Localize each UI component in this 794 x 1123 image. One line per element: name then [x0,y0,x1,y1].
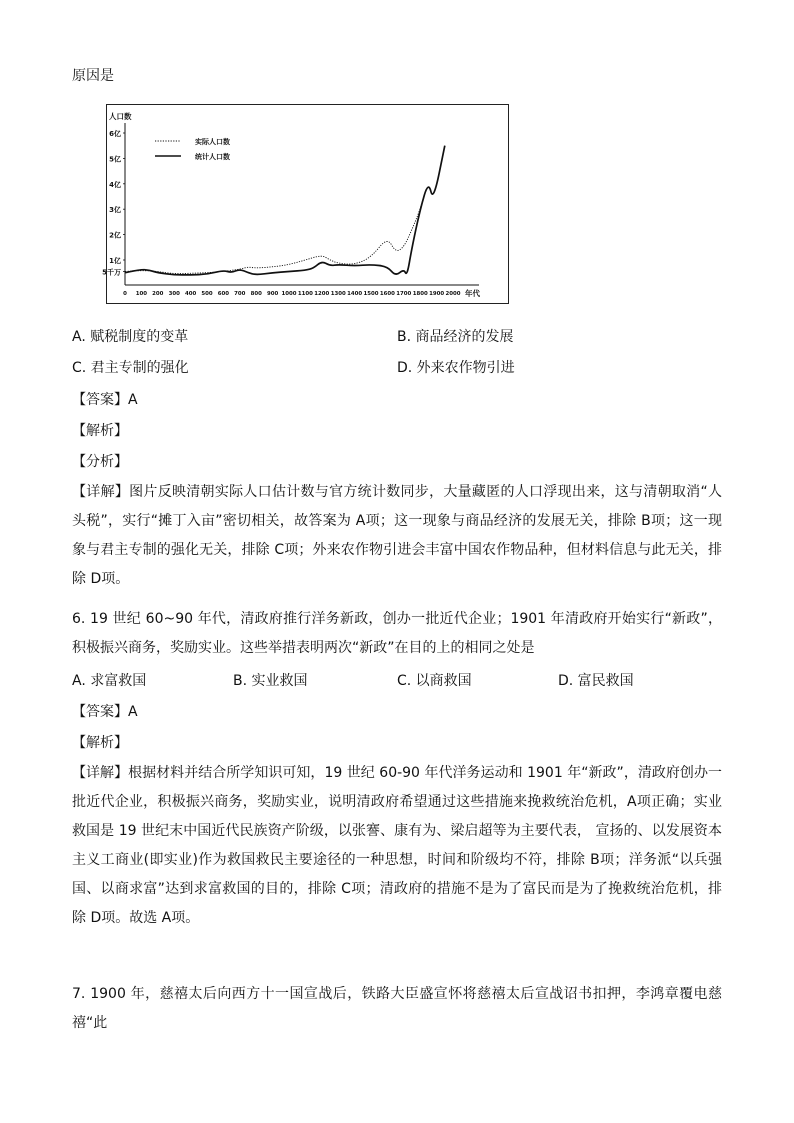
q6-stem: 6. 19 世纪 60~90 年代，清政府推行洋务新政，创办一批近代企业；1901 年清政府开始实行“新政”，积极振兴商务，奖励实业。这些举措表明两次“新政”在目的上的相同之处是 [72,611,722,656]
x-tick-label: 400 [184,291,197,297]
y-tick-label: 1亿 [109,257,121,265]
x-tick-label: 0 [123,291,127,297]
x-tick-label: 600 [217,291,230,297]
q5-answer: 【答案】A [72,392,138,408]
x-tick-label: 900 [266,291,279,297]
q6-answer: 【答案】A [72,704,138,720]
q5-fenxi-label: 【分析】 [72,454,128,470]
q6-option-a: A. 求富救国 [72,673,147,689]
q6-detail: 【详解】根据材料并结合所学知识可知，19 世纪 60-90 年代洋务运动和 1901 年“新政”，清政府创办一批近代企业，积极振兴商务，奖励实业，说明清政府希望通过这些措施来挽救统治危机，A项正确；实业救国是 19 世纪末中国近代民族资产阶级，以张謇、康有为、梁启超等为主要代表， 宣扬的、以发展资本主义工商业(即实业)作为救国救民主要途径的一种思想，时间和阶级均不符，排除 B项；洋务派“以兵强国、以商求富”达到求富救国的目的，排除 C项；清政府的措施不是为了富民而是为了挽救统治危机，排除 D项。故选 A项。 [72,765,722,926]
x-tick-label: 1700 [396,291,412,297]
x-tick-label: 1900 [429,291,445,297]
x-tick-label: 1400 [347,291,363,297]
q6-option-c: C. 以商救国 [397,673,472,689]
q6-option-b: B. 实业救国 [233,673,308,689]
series-line-estimated [125,146,445,274]
y-tick-label: 5千万 [102,268,121,277]
legend-label: 统计人口数 [195,153,230,161]
q6-option-d: D. 富民救国 [558,673,634,689]
x-tick-label: 500 [201,291,213,297]
x-tick-label: 1100 [297,291,313,297]
x-tick-label: 800 [250,291,262,297]
y-tick-label: 2亿 [109,231,121,240]
x-tick-label: 1500 [363,291,379,297]
y-axis-label: 人口数 [109,112,132,121]
y-tick-label: 4亿 [109,180,121,189]
q5-option-d: D. 外来农作物引进 [397,360,515,376]
q7-stem: 7. 1900 年，慈禧太后向西方十一国宣战后，铁路大臣盛宣怀将慈禧太后宣战诏书扣押，李鸿章覆电慈禧“此 [72,986,722,1031]
x-tick-label: 100 [135,291,148,297]
q5-stem-tail: 原因是 [72,68,114,84]
series-line-official [125,146,445,275]
y-tick-label: 5亿 [109,155,121,164]
x-tick-label: 1800 [412,291,428,297]
x-tick-label: 1000 [281,291,297,297]
x-tick-label: 2000 [445,291,461,297]
population-chart [102,104,509,304]
q5-option-b: B. 商品经济的发展 [397,329,514,345]
y-tick-label: 3亿 [109,206,121,215]
x-tick-label: 1300 [330,291,346,297]
q5-option-c: C. 君主专制的强化 [72,360,189,376]
x-tick-label: 200 [152,291,164,297]
q5-detail: 【详解】图片反映清朝实际人口估计数与官方统计数同步，大量藏匿的人口浮现出来，这与清朝取消“人头税”，实行“摊丁入亩”密切相关，故答案为 A项；这一现象与商品经济的发展无关，排除 B项；这一现象与君主专制的强化无关，排除 C项；外来农作物引进会丰富中国农作物品种，但材料信息与此无关，排除 D项。 [72,484,722,587]
x-tick-label: 300 [168,291,180,297]
x-tick-label: 1600 [379,291,395,297]
population-chart-svg [102,105,507,302]
q5-option-a: A. 赋税制度的变革 [72,329,189,345]
q6-analysis-label: 【解析】 [72,735,128,751]
q5-analysis-label: 【解析】 [72,423,128,439]
y-tick-label: 6亿 [109,130,121,138]
x-tick-label: 1200 [314,291,330,297]
x-tick-label: 700 [234,291,246,297]
legend-label: 实际人口数 [195,138,230,146]
x-axis-label: 年代 [465,289,480,298]
